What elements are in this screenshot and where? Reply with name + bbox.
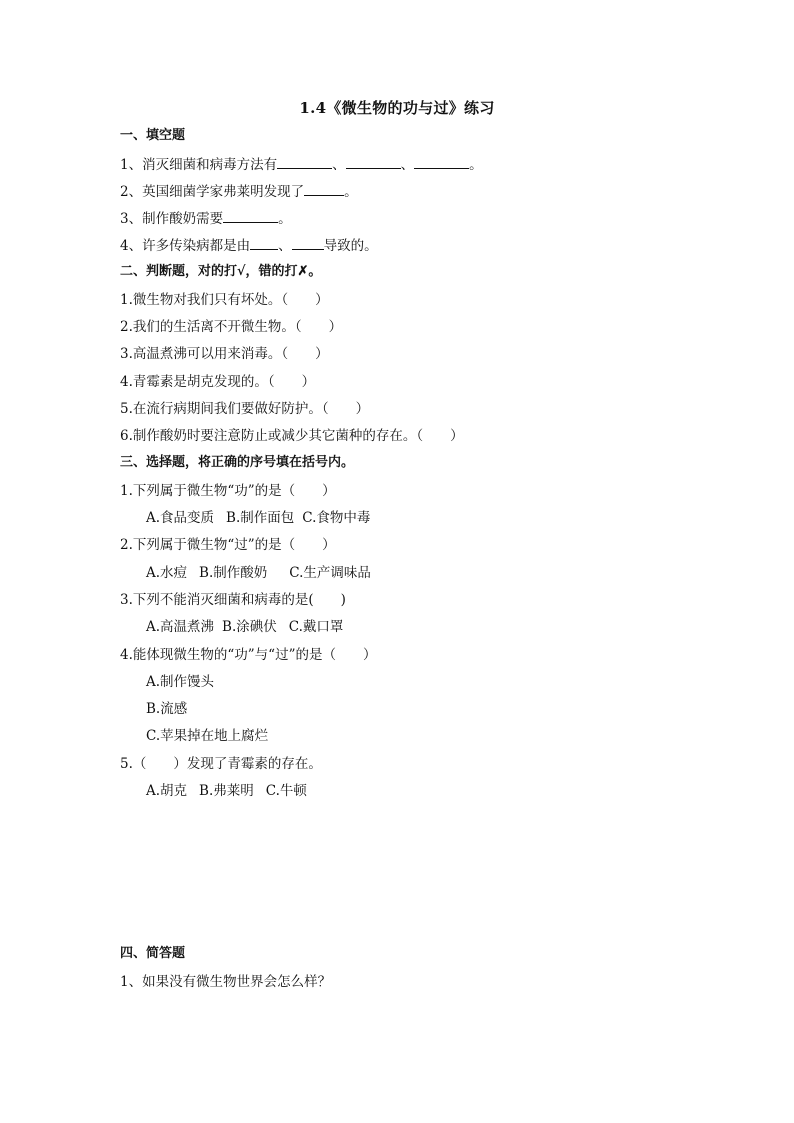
section-heading-multiple-choice: 三、选择题，将正确的序号填在括号内。: [120, 455, 355, 470]
fill-question-3: [120, 209, 292, 228]
question-end: 。: [469, 157, 483, 173]
true-false-item-5: 5.在流行病期间我们要做好防护。（ ）: [120, 401, 370, 417]
choice-question-2-options: [146, 564, 371, 582]
separator: 、: [400, 157, 415, 173]
fill-question-4: [120, 236, 378, 255]
fill-question-1: [120, 155, 483, 174]
question-text: 4、许多传染病都是由: [120, 238, 251, 254]
answer-blank[interactable]: [250, 236, 278, 250]
true-false-item-1: 1.微生物对我们只有坏处。（ ）: [120, 292, 329, 308]
section-heading-true-false: 二、判断题，对的打√，错的打✗。: [120, 264, 322, 279]
answer-blank[interactable]: [304, 182, 344, 196]
answer-blank[interactable]: [414, 155, 469, 169]
answer-blank[interactable]: [277, 155, 332, 169]
separator: 、: [278, 238, 292, 254]
question-text: 1、消灭细菌和病毒方法有: [120, 157, 278, 173]
page-title: 1.4《微生物的功与过》练习: [299, 99, 495, 117]
option-a[interactable]: A.胡克: [146, 783, 188, 799]
choice-question-1-stem: 1.下列属于微生物“功”的是（ ）: [120, 483, 336, 499]
choice-question-4-stem: 4.能体现微生物的“功”与“过”的是（ ）: [120, 647, 377, 663]
option-b[interactable]: B.涂碘伏: [222, 619, 277, 635]
choice-question-5-stem: 5.（ ）发现了青霉素的存在。: [120, 756, 322, 772]
question-end: 。: [344, 184, 358, 200]
question-text: 2、英国细菌学家弗莱明发现了: [120, 184, 305, 200]
option-a[interactable]: A.水痘: [146, 565, 188, 581]
true-false-item-2: 2.我们的生活离不开微生物。（ ）: [120, 319, 343, 335]
option-a[interactable]: A.高温煮沸: [146, 619, 215, 635]
short-answer-question-1: 1、如果没有微生物世界会怎么样？: [120, 974, 332, 990]
option-c[interactable]: C.牛顿: [265, 783, 307, 799]
choice-question-5-options: [146, 782, 307, 800]
option-b[interactable]: B.制作酸奶: [199, 565, 268, 581]
option-a[interactable]: A.食品变质: [146, 510, 215, 526]
separator: 、: [332, 157, 346, 173]
question-text: 3、制作酸奶需要: [120, 211, 224, 227]
choice-question-3-options: [146, 618, 343, 636]
option-b[interactable]: B.弗莱明: [199, 783, 254, 799]
choice-question-2-stem: 2.下列属于微生物“过”的是（ ）: [120, 537, 336, 553]
option-b[interactable]: B.流感: [146, 701, 188, 717]
true-false-item-3: 3.高温煮沸可以用来消毒。（ ）: [120, 346, 329, 362]
choice-question-1-options: [146, 509, 370, 527]
section-heading-short-answer: 四、简答题: [120, 946, 186, 961]
choice-question-3-stem: 3.下列不能消灭细菌和病毒的是( ): [120, 592, 346, 608]
option-c[interactable]: C.食物中毒: [302, 510, 371, 526]
option-a[interactable]: A.制作馒头: [146, 674, 215, 690]
fill-question-2: [120, 182, 358, 201]
answer-blank[interactable]: [292, 236, 324, 250]
question-end: 导致的。: [323, 238, 378, 254]
option-c[interactable]: C.生产调味品: [289, 565, 371, 581]
option-c[interactable]: C.苹果掉在地上腐烂: [146, 728, 269, 744]
answer-blank[interactable]: [346, 155, 401, 169]
answer-blank[interactable]: [223, 209, 278, 223]
true-false-item-4: 4.青霉素是胡克发现的。（ ）: [120, 374, 316, 390]
option-c[interactable]: C.戴口罩: [288, 619, 344, 635]
section-heading-fill-in: 一、填空题: [120, 128, 186, 143]
question-end: 。: [278, 211, 292, 227]
true-false-item-6: 6.制作酸奶时要注意防止或减少其它菌种的存在。（ ）: [120, 428, 464, 444]
option-b[interactable]: B.制作面包: [226, 510, 295, 526]
